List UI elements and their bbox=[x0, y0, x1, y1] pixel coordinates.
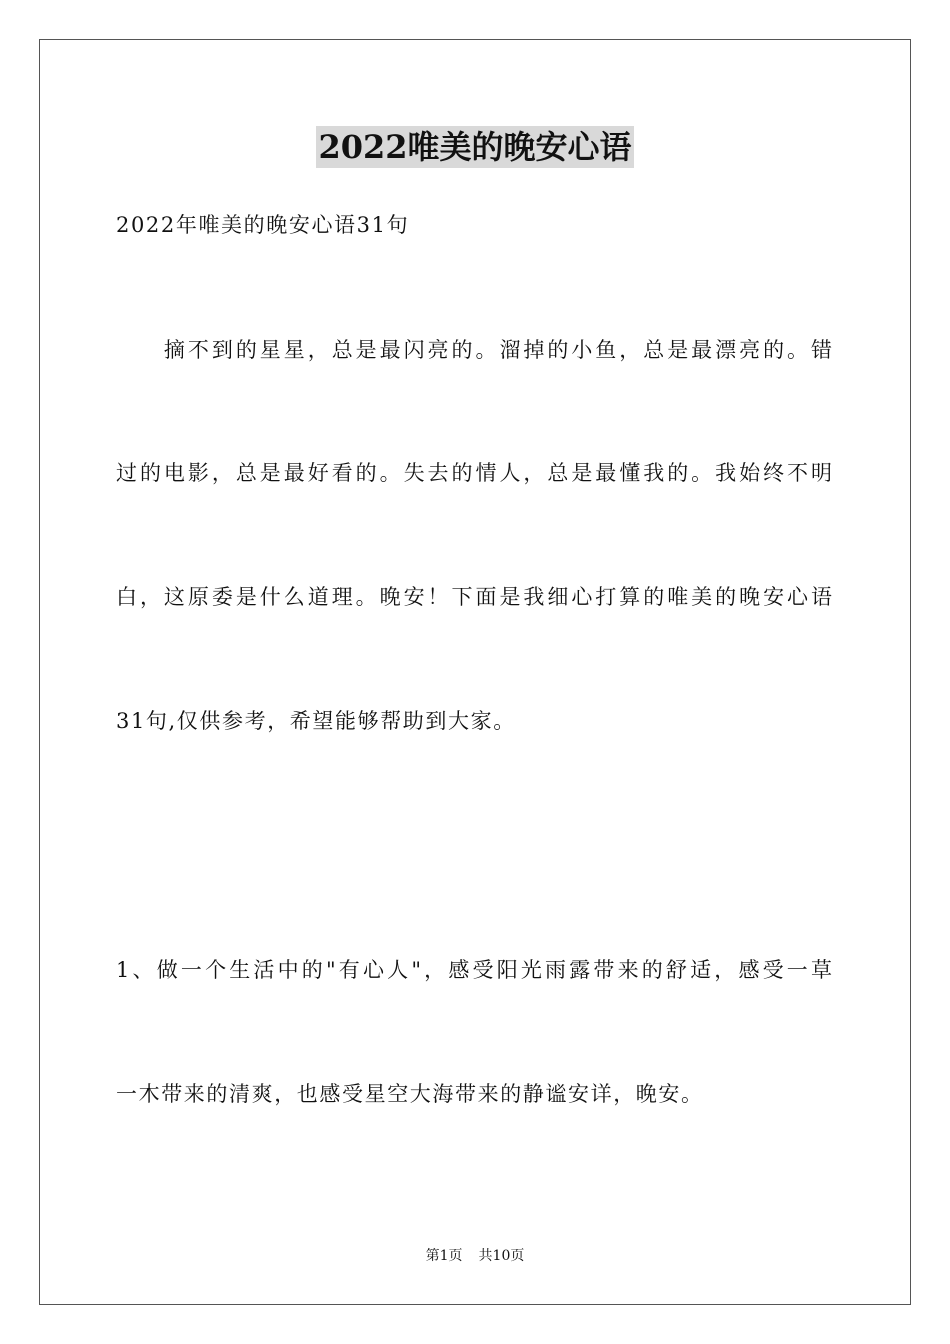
item1-line-1: 1、做一个生活中的"有心人"，感受阳光雨露带来的舒适，感受一草 bbox=[116, 958, 832, 982]
intro-line-2: 过的电影，总是最好看的。失去的情人，总是最懂我的。我始终不明 bbox=[116, 461, 832, 485]
page-footer bbox=[0, 1247, 950, 1265]
document-subtitle: 2022年唯美的晚安心语31句 bbox=[116, 213, 410, 237]
page-number-current: 第1页 bbox=[425, 1248, 463, 1264]
intro-line-3: 白，这原委是什么道理。晚安！下面是我细心打算的唯美的晚安心语 bbox=[116, 585, 832, 609]
item1-line-2: 一木带来的清爽，也感受星空大海带来的静谧安详，晚安。 bbox=[116, 1082, 704, 1106]
intro-line-1: 摘不到的星星，总是最闪亮的。溜掉的小鱼，总是最漂亮的。错 bbox=[116, 338, 832, 362]
intro-line-4: 31句,仅供参考，希望能够帮助到大家。 bbox=[116, 709, 516, 733]
page-number-total: 共10页 bbox=[478, 1248, 525, 1264]
document-title: 2022唯美的晚安心语 bbox=[318, 128, 632, 166]
title-container bbox=[0, 126, 950, 168]
